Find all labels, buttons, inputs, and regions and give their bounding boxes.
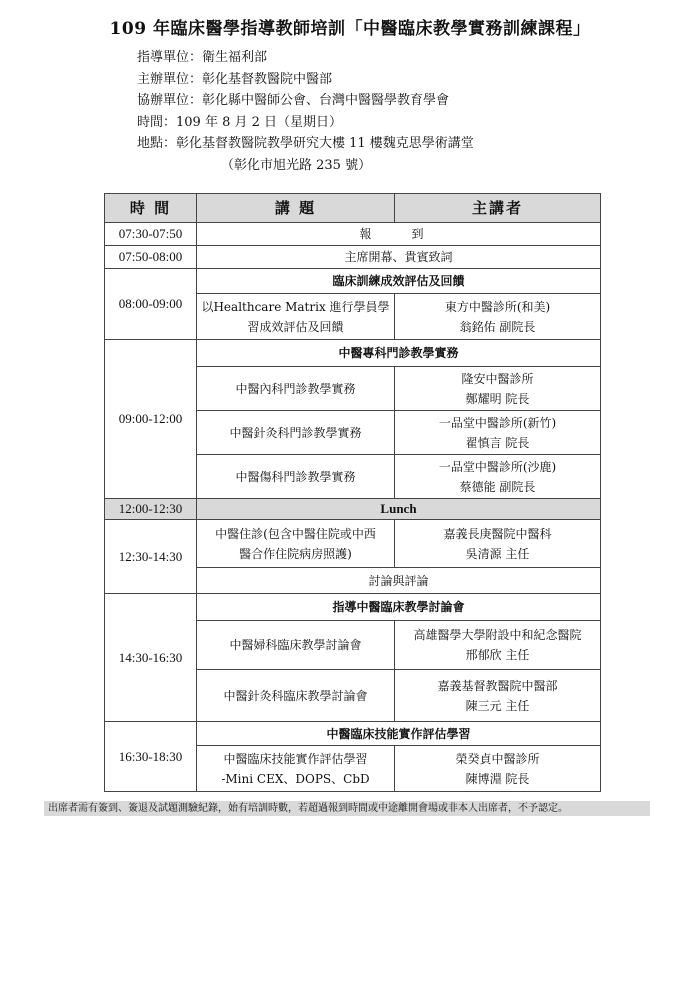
table-header-row <box>105 194 601 223</box>
speaker-cell: 一品堂中醫診所(新竹) 翟慎言 院長 <box>395 411 601 455</box>
location-line: 地點：彰化基督教醫院教學研究大樓 11 樓魏克思學術講堂 <box>137 136 474 151</box>
table-row <box>105 340 601 367</box>
header-speaker: 主講者 <box>395 194 601 223</box>
speaker-cell: 榮癸貞中醫診所 陳博淵 院長 <box>395 746 601 792</box>
section-heading: 中醫專科門診教學實務 <box>197 340 601 367</box>
topic-cell: 中醫內科門診教學實務 <box>197 367 395 411</box>
speaker-cell: 一品堂中醫診所(沙鹿) 蔡德能 副院長 <box>395 455 601 499</box>
schedule-table <box>104 193 601 792</box>
page-title: 109 年臨床醫學指導教師培訓「中醫臨床教學實務訓練課程」 <box>109 19 591 39</box>
coorganizer-line: 協辦單位：彰化縣中醫師公會、台灣中醫醫學教育學會 <box>137 93 450 108</box>
time-cell: 08:00-09:00 <box>105 269 197 340</box>
topic-cell: 報 到 <box>197 223 601 246</box>
time-cell: 09:00-12:00 <box>105 340 197 499</box>
time-cell: 07:50-08:00 <box>105 246 197 269</box>
topic-cell: Lunch <box>197 499 601 520</box>
topic-cell: 中醫針灸科門診教學實務 <box>197 411 395 455</box>
speaker-cell: 隆安中醫診所 鄭耀明 院長 <box>395 367 601 411</box>
table-row <box>105 722 601 746</box>
table-row <box>105 499 601 520</box>
speaker-cell: 高雄醫學大學附設中和紀念醫院 邢郁欣 主任 <box>395 621 601 670</box>
attendance-note: 出席者需有簽到、簽退及試題測驗紀錄，始有培訓時數，若超過報到時間或中途離開會場或非本人出席者，不予認定。 <box>44 801 650 816</box>
speaker-cell: 嘉義長庚醫院中醫科 吳清源 主任 <box>395 520 601 568</box>
topic-cell: 中醫傷科門診教學實務 <box>197 455 395 499</box>
topic-cell: 主席開幕、貴賓致詞 <box>197 246 601 269</box>
topic-cell: 討論與評論 <box>197 568 601 594</box>
topic-cell: 中醫婦科臨床教學討論會 <box>197 621 395 670</box>
time-cell: 16:30-18:30 <box>105 722 197 792</box>
time-cell: 12:30-14:30 <box>105 520 197 594</box>
table-row <box>105 594 601 621</box>
header-topic: 講 題 <box>197 194 395 223</box>
section-heading: 臨床訓練成效評估及回饋 <box>197 269 601 294</box>
organizer-line: 主辦單位：彰化基督教醫院中醫部 <box>137 71 333 87</box>
section-heading: 指導中醫臨床教學討論會 <box>197 594 601 621</box>
table-row <box>105 520 601 568</box>
topic-cell: 中醫臨床技能實作評估學習 -Mini CEX、DOPS、CbD <box>197 746 395 792</box>
time-cell: 07:30-07:50 <box>105 223 197 246</box>
speaker-cell: 東方中醫診所(和美) 翁銘佑 副院長 <box>395 294 601 340</box>
supervisor-line: 指導單位：衛生福利部 <box>137 50 268 65</box>
table-row <box>105 223 601 246</box>
section-heading: 中醫臨床技能實作評估學習 <box>197 722 601 746</box>
address-line: （彰化市旭光路 235 號） <box>221 157 372 173</box>
header-time: 時 間 <box>105 194 197 223</box>
topic-cell: 中醫住診(包含中醫住院或中西 醫合作住院病房照護) <box>197 520 395 568</box>
table-row <box>105 269 601 294</box>
topic-cell: 中醫針灸科臨床教學討論會 <box>197 670 395 722</box>
event-info <box>137 47 474 176</box>
time-cell: 14:30-16:30 <box>105 594 197 722</box>
time-cell: 12:00-12:30 <box>105 499 197 520</box>
topic-cell: 以Healthcare Matrix 進行學員學 習成效評估及回饋 <box>197 294 395 340</box>
speaker-cell: 嘉義基督教醫院中醫部 陳三元 主任 <box>395 670 601 722</box>
table-row <box>105 246 601 269</box>
time-line: 時間：109 年 8 月 2 日（星期日） <box>137 114 343 130</box>
